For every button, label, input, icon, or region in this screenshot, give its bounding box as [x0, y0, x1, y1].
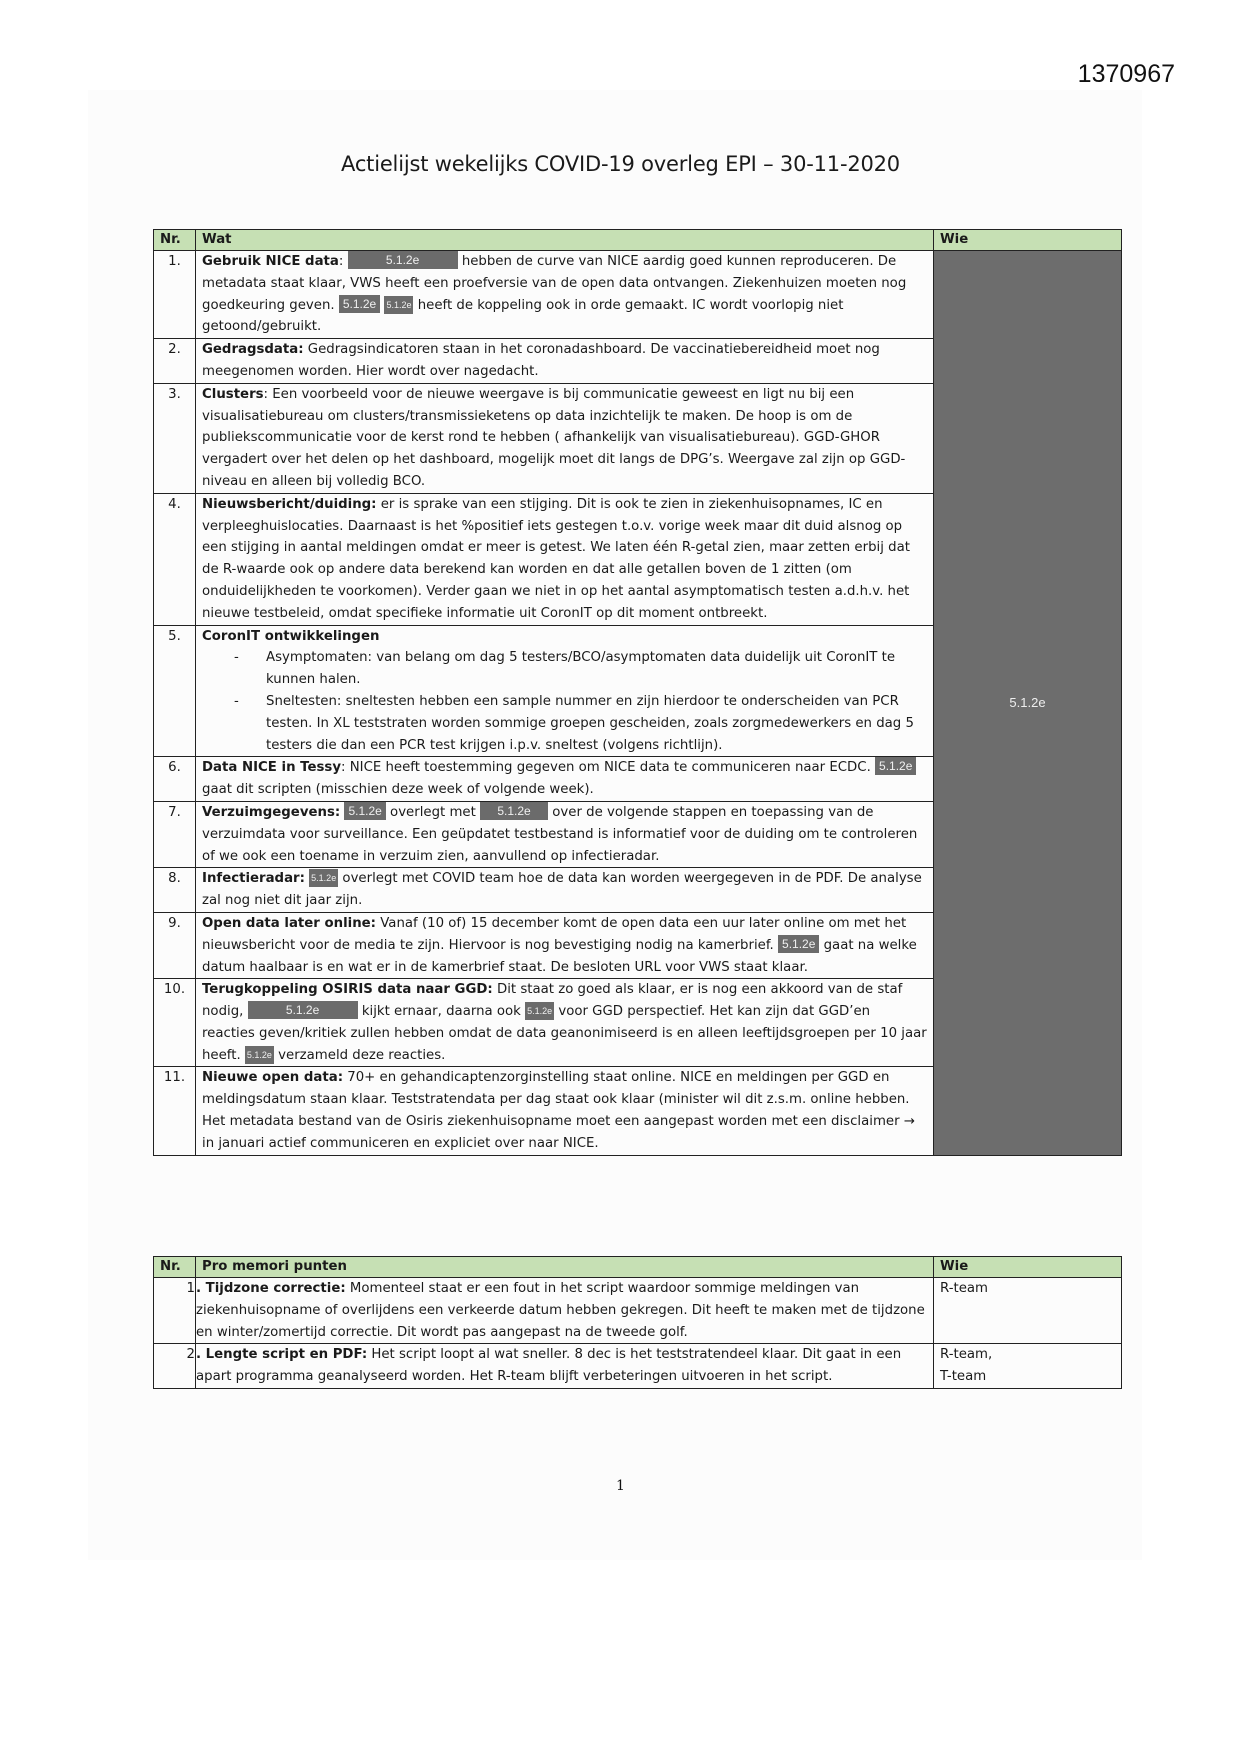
- header-nr: Nr.: [154, 1257, 196, 1278]
- row-number: 8.: [154, 868, 196, 913]
- row-content: [196, 912, 934, 978]
- row-text: voor GGD perspectief. Het kan zijn dat GGD’en reacties geven/kritiek zullen hebben omdat de data geanonimiseerd is en alleen leeftijdsgroepen per 10 jaar heeft.: [202, 1004, 927, 1063]
- redaction-block: 5.1.2e: [245, 1046, 274, 1064]
- redaction-block: 5.1.2e: [348, 251, 458, 269]
- actions-table: [153, 229, 1122, 1156]
- row-text: verzameld deze reacties.: [273, 1047, 446, 1063]
- row-text: overlegt met: [385, 804, 481, 820]
- table-row: [154, 1344, 1122, 1389]
- row-number: 9.: [154, 912, 196, 978]
- bullet-item: - Sneltesten: sneltesten hebben een sample nummer en zijn hierdoor te onderscheiden van PCR testen. In XL teststraten worden sommige groepen gescheiden, zoals zorgmedewerkers en dag 5 testers die dan een PCR test krijgen i.p.v. sneltest (volgens richtlijn).: [266, 691, 927, 756]
- row-content: [196, 979, 934, 1067]
- row-title: Open data later online:: [202, 915, 376, 931]
- row-text: kijkt ernaar, daarna ook: [357, 1004, 526, 1020]
- row-number: 1: [154, 1278, 196, 1344]
- row-number: 4.: [154, 493, 196, 625]
- bullet-list: [202, 647, 927, 756]
- row-title: Terugkoppeling OSIRIS data naar GGD:: [202, 982, 493, 998]
- row-number: 11.: [154, 1067, 196, 1155]
- row-title: . Tijdzone correctie:: [196, 1281, 346, 1296]
- row-text: 70+ en gehandicaptenzorginstelling staat online. NICE en meldingen per GGD en meldingsdatum staan klaar. Teststratendata per dag staat ook klaar (minister wil dit z.s.m. online hebben. Het metadata bestand van de Osiris ziekenhuisopname moet een aangepast worden met een disclaimer → in januari actief communiceren en expliciet over naar NICE.: [202, 1070, 915, 1151]
- row-content: [196, 1278, 934, 1344]
- row-content: [196, 757, 934, 802]
- row-content: [196, 868, 934, 913]
- row-title: Data NICE in Tessy: [202, 760, 341, 776]
- row-content: [196, 1344, 934, 1389]
- row-text: hebben de curve van NICE aardig goed kunnen reproduceren. De metadata staat klaar, VWS heeft een proefversie van de open data ontvangen. Ziekenhuizen moeten nog goedkeuring geven.: [202, 254, 907, 313]
- row-text: er is sprake van een stijging. Dit is ook te zien in ziekenhuisopnames, IC en verpleeghuislocaties. Daarnaast is het %positief iets gestegen t.o.v. vorige week maar dit duid alsnog op een stijging in aantal meldingen omdat er meer is getest. We laten één R-getal zien, maar zetten erbij dat de R-waarde ook op andere data berekend kan worden en dat alle getallen boven de 1 zitten (om onduidelijkheden te voorkomen). Verder gaan we niet in op het aantal asymptomatisch testen a.d.h.v. het nieuwe testbeleid, omdat specifieke informatie uit CoronIT op dit moment ontbreekt.: [202, 496, 910, 621]
- row-text: :: [338, 254, 348, 269]
- row-text: gaat na welke datum haalbaar is en wat er in de kamerbrief staat. De besloten URL voor VWS staat klaar.: [202, 937, 917, 975]
- header-pro-memori: Pro memori punten: [196, 1257, 934, 1278]
- row-title: Gebruik NICE data: [202, 254, 339, 269]
- document-id-number: 1370967: [1077, 60, 1175, 88]
- table-header-row: [154, 1257, 1122, 1278]
- redaction-block: 5.1.2e: [778, 935, 819, 953]
- table-row: [154, 251, 1122, 339]
- row-title: Clusters: [202, 386, 264, 402]
- row-title: Nieuwe open data:: [202, 1070, 344, 1086]
- row-text: heeft de koppeling ook in orde gemaakt. IC wordt voorlopig niet getoond/gebruikt.: [202, 297, 844, 335]
- row-content: [196, 339, 934, 384]
- row-number: 1.: [154, 251, 196, 339]
- row-text: Momenteel staat er een fout in het script waardoor sommige meldingen van ziekenhuisopname of overlijdens een verkeerde datum hebben gekregen. Dit heeft te maken met de tijdzone en winter/zomertijd correctie. Dit wordt pas aangepast na de tweede golf.: [196, 1281, 925, 1340]
- row-content: [196, 383, 934, 493]
- table-header-row: [154, 230, 1122, 251]
- row-text: gaat dit scripten (misschien deze week of volgende week).: [202, 782, 594, 798]
- page-number: 1: [616, 1478, 625, 1494]
- row-title: Infectieradar:: [202, 871, 305, 887]
- table-row: [154, 1278, 1122, 1344]
- row-content: [196, 493, 934, 625]
- redaction-block: 5.1.2e: [344, 802, 385, 820]
- wie-line: T-team: [940, 1369, 987, 1385]
- wie-line: R-team,: [940, 1347, 993, 1363]
- header-wat: Wat: [196, 230, 934, 251]
- row-text: Het script loopt al wat sneller. 8 dec is het teststratendeel klaar. Dit gaat in een apart programma geanalyseerd worden. Het R-team blijft verbeteringen uitvoeren in het script.: [196, 1347, 902, 1385]
- row-title: Nieuwsbericht/duiding:: [202, 496, 377, 512]
- redaction-block: 5.1.2e: [248, 1001, 358, 1019]
- header-wie: Wie: [934, 230, 1122, 251]
- row-text: over de volgende stappen en toepassing van de verzuimdata voor surveillance. Een geüpdatet testbestand is informatief voor de duiding om te controleren of we ook een toename in verzuim zien, aanvullend op infectieradar.: [202, 804, 918, 864]
- row-title: Verzuimgegevens:: [202, 804, 341, 820]
- row-number: 5.: [154, 625, 196, 757]
- row-title: Gedragsdata:: [202, 342, 304, 358]
- header-nr: Nr.: [154, 230, 196, 251]
- redaction-block: 5.1.2e: [309, 869, 338, 887]
- wie-column-redacted: 5.1.2e: [934, 251, 1122, 1156]
- redaction-block: 5.1.2e: [384, 296, 413, 314]
- row-number: 3.: [154, 383, 196, 493]
- row-text: Vanaf (10 of) 15 december komt de open data een uur later online om met het nieuwsbericht voor de media te zijn. Hiervoor is nog bevestiging nodig na kamerbrief.: [202, 915, 907, 953]
- header-wie: Wie: [934, 1257, 1122, 1278]
- redaction-block: 5.1.2e: [339, 295, 380, 313]
- row-content: [196, 1067, 934, 1155]
- row-text: : Een voorbeeld voor de nieuwe weergave is bij communicatie geweest en ligt nu bij een visualisatiebureau om clusters/transmissieketens op data inzichtelijk te maken. De hoop is om de publiekscommunicatie voor de kerst rond te hebben ( afhankelijk van visualisatiebureau). GGD-GHOR vergadert over het delen op het dashboard, mogelijk moet dit langs de DPG’s. Weergave zal zijn op GGD-niveau en alleen bij volledig BCO.: [202, 386, 906, 489]
- row-content: [196, 801, 934, 867]
- row-text: Gedragsindicatoren staan in het coronadashboard. De vaccinatiebereidheid moet nog meegenomen worden. Hier wordt over nagedacht.: [202, 342, 880, 379]
- row-number: 2.: [154, 339, 196, 384]
- row-text: overlegt met COVID team hoe de data kan worden weergegeven in de PDF. De analyse zal nog niet dit jaar zijn.: [202, 871, 922, 909]
- row-text: : NICE heeft toestemming gegeven om NICE data te communiceren naar ECDC.: [341, 760, 876, 776]
- redaction-block: 5.1.2e: [480, 802, 548, 820]
- row-number: 10.: [154, 979, 196, 1067]
- redaction-block: 5.1.2e: [875, 757, 916, 775]
- row-wie: [934, 1344, 1122, 1389]
- row-wie: R-team: [934, 1278, 1122, 1344]
- row-number: 7.: [154, 801, 196, 867]
- row-text: Dit staat zo goed als klaar, er is nog een akkoord van de staf nodig,: [202, 982, 903, 1020]
- page-title: Actielijst wekelijks COVID-19 overleg EPI – 30-11-2020: [341, 152, 900, 176]
- row-content: [196, 625, 934, 757]
- row-number: 6.: [154, 757, 196, 802]
- row-number: 2: [154, 1344, 196, 1389]
- row-title: . Lengte script en PDF:: [196, 1347, 368, 1363]
- redaction-block: 5.1.2e: [525, 1002, 554, 1020]
- bullet-item: - Asymptomaten: van belang om dag 5 testers/BCO/asymptomaten data duidelijk uit CoronIT te kunnen halen.: [266, 647, 927, 691]
- memo-table: [153, 1256, 1122, 1389]
- row-content: [196, 251, 934, 339]
- row-title: CoronIT ontwikkelingen: [202, 628, 380, 644]
